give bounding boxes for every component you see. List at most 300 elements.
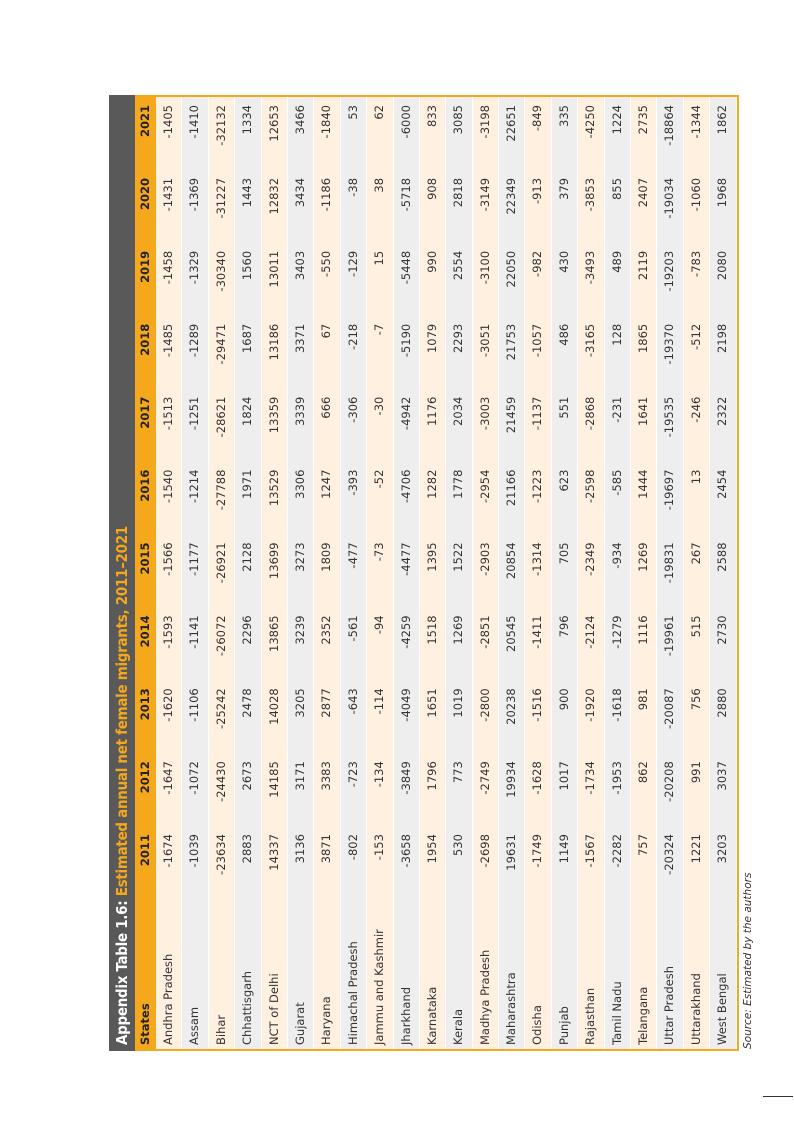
value-cell: 2198 [715, 323, 730, 354]
value-cell: -913 [530, 177, 545, 205]
value-cell: 1149 [556, 834, 571, 864]
state-name-cell: Madhya Pradesh [477, 949, 492, 1045]
value-cell: -1369 [187, 177, 202, 212]
value-cell: -18864 [662, 105, 677, 146]
value-cell: -585 [609, 469, 624, 496]
value-cell: -1749 [530, 834, 545, 868]
table-row [209, 97, 235, 1049]
value-cell: -3493 [583, 250, 598, 285]
header-cell: 2018 [138, 323, 152, 356]
state-name-cell: Bihar [213, 1014, 228, 1045]
value-cell: -38 [345, 177, 360, 197]
value-cell: -19831 [662, 542, 677, 584]
value-cell: -19370 [662, 323, 677, 365]
value-cell: -7 [372, 323, 387, 336]
value-cell: 2407 [636, 177, 651, 208]
value-cell: 21753 [504, 323, 519, 361]
value-cell: 833 [424, 105, 439, 127]
value-cell: -3853 [583, 177, 598, 212]
value-cell: 1176 [424, 396, 439, 426]
value-cell: 62 [372, 105, 387, 120]
value-cell: -20324 [662, 834, 677, 875]
value-cell: 2080 [715, 250, 730, 281]
value-cell: 53 [345, 105, 360, 120]
value-cell: 1282 [424, 469, 439, 499]
value-cell: -19535 [662, 396, 677, 438]
value-cell: -802 [345, 834, 360, 861]
value-cell: 3403 [292, 250, 307, 281]
value-cell: 20545 [504, 615, 519, 652]
table-row [552, 97, 578, 1049]
value-cell: -1141 [187, 615, 202, 649]
value-cell: -19203 [662, 250, 677, 292]
value-cell: -52 [372, 469, 387, 489]
value-cell: 1019 [451, 688, 466, 718]
value-cell: 14337 [266, 834, 281, 871]
state-name-cell: Himachal Pradesh [345, 941, 360, 1045]
value-cell: -31227 [213, 177, 228, 219]
value-cell: -1411 [530, 615, 545, 649]
value-cell: 3273 [292, 542, 307, 572]
value-cell: 2454 [715, 469, 730, 499]
value-cell: 3037 [715, 761, 730, 791]
value-cell: -4706 [398, 469, 413, 503]
value-cell: 2352 [319, 615, 334, 645]
value-cell: -1516 [530, 688, 545, 722]
value-cell: -2749 [477, 761, 492, 795]
state-name-cell: Uttar Pradesh [662, 965, 677, 1045]
value-cell: -20087 [662, 688, 677, 730]
value-cell: 13865 [266, 615, 281, 652]
value-cell: 13529 [266, 469, 281, 507]
value-cell: -1251 [187, 396, 202, 431]
value-cell: 1865 [636, 323, 651, 354]
value-cell: -1953 [609, 761, 624, 795]
value-cell: 1221 [688, 834, 703, 864]
value-cell: -1567 [583, 834, 598, 868]
value-cell: -153 [372, 834, 387, 861]
value-cell: -723 [345, 761, 360, 788]
state-name-cell: Uttarakhand [688, 973, 703, 1045]
value-cell: 1247 [319, 469, 334, 499]
rotated-page-content [109, 95, 754, 1051]
value-cell: -28621 [213, 396, 228, 438]
value-cell: 67 [319, 323, 334, 339]
value-cell: -3051 [477, 323, 492, 358]
value-cell: 900 [556, 688, 571, 711]
value-cell: 13 [688, 469, 703, 485]
value-cell: 2034 [451, 396, 466, 426]
value-cell: 1809 [319, 542, 334, 572]
value-cell: 2735 [636, 105, 651, 135]
value-cell: -29471 [213, 323, 228, 365]
value-cell: 1796 [424, 761, 439, 791]
value-cell: -20208 [662, 761, 677, 802]
value-cell: -23634 [213, 834, 228, 875]
header-cell: 2021 [138, 105, 152, 138]
value-cell: 3434 [292, 177, 307, 208]
value-cell: 1224 [609, 105, 624, 135]
value-cell: -5718 [398, 177, 413, 212]
value-cell: -1410 [187, 105, 202, 139]
value-cell: -114 [372, 688, 387, 715]
table-row [473, 97, 499, 1049]
value-cell: -1106 [187, 688, 202, 722]
value-cell: 1269 [636, 542, 651, 572]
value-cell: -4049 [398, 688, 413, 722]
value-cell: 1862 [715, 105, 730, 135]
value-cell: 705 [556, 542, 571, 565]
state-name-cell: Rajasthan [583, 987, 598, 1045]
value-cell: -1485 [161, 323, 175, 358]
value-cell: 3239 [292, 615, 307, 645]
value-cell: -5448 [398, 250, 413, 285]
value-cell: 3339 [292, 396, 307, 426]
header-cell: 2011 [138, 834, 152, 867]
value-cell: 2119 [636, 250, 651, 281]
table-title [109, 95, 135, 1051]
value-cell: -982 [530, 250, 545, 277]
value-cell: -1458 [161, 250, 175, 285]
value-cell: 1017 [556, 761, 571, 791]
table-row [605, 97, 631, 1049]
value-cell: 3171 [292, 761, 307, 791]
value-cell: 1641 [636, 396, 651, 426]
value-cell: -94 [372, 615, 387, 635]
state-name-cell: Chhattisgarh [240, 970, 255, 1045]
value-cell: -1137 [530, 396, 545, 431]
state-name-cell: Jharkhand [398, 986, 413, 1045]
value-cell: 1395 [424, 542, 439, 572]
value-cell: 21166 [504, 469, 519, 507]
value-cell: -477 [345, 542, 360, 569]
value-cell: 267 [688, 542, 703, 565]
value-cell: -2954 [477, 469, 492, 503]
value-cell: -1431 [161, 177, 175, 212]
value-cell: -4942 [398, 396, 413, 431]
value-cell: 2296 [240, 615, 255, 645]
value-cell: -1674 [161, 834, 175, 868]
value-cell: -73 [372, 542, 387, 562]
value-cell: 551 [556, 396, 571, 419]
value-cell: -1329 [187, 250, 202, 285]
value-cell: -393 [345, 469, 360, 496]
value-cell: -1566 [161, 542, 175, 576]
value-cell: -218 [345, 323, 360, 350]
value-cell: -1513 [161, 396, 175, 431]
value-cell: -2124 [583, 615, 598, 649]
value-cell: -6000 [398, 105, 413, 139]
value-cell: -3849 [398, 761, 413, 795]
table-row [631, 97, 657, 1049]
state-name-cell: Odisha [530, 1005, 545, 1045]
value-cell: -4259 [398, 615, 413, 649]
value-cell: 908 [424, 177, 439, 200]
state-name-cell: Telangana [636, 986, 651, 1045]
value-cell: -19034 [662, 177, 677, 219]
value-cell: -24430 [213, 761, 228, 802]
value-cell: 12653 [266, 105, 281, 142]
state-name-cell: Punjab [556, 1006, 571, 1045]
value-cell: -3198 [477, 105, 492, 139]
table-row [156, 97, 182, 1049]
header-cell: 2020 [138, 177, 152, 210]
state-name-cell: Kerala [451, 1008, 466, 1045]
value-cell: 1954 [424, 834, 439, 864]
table-row [525, 97, 551, 1049]
value-cell: 22651 [504, 105, 519, 142]
value-cell: 1687 [240, 323, 255, 354]
value-cell: -4250 [583, 105, 598, 139]
value-cell: -1920 [583, 688, 598, 722]
value-cell: -1057 [530, 323, 545, 358]
value-cell: 2818 [451, 177, 466, 208]
table-row [262, 97, 288, 1049]
value-cell: 623 [556, 469, 571, 492]
state-name-cell: Jammu and Kashmir [372, 929, 387, 1045]
state-name-cell: Maharashtra [504, 972, 519, 1045]
table-row [446, 97, 472, 1049]
value-cell: -2282 [609, 834, 624, 868]
value-cell: -1405 [161, 105, 175, 139]
value-cell: -1734 [583, 761, 598, 795]
state-name-cell: Assam [187, 1006, 202, 1045]
table-row [420, 97, 446, 1049]
value-cell: -1344 [688, 105, 703, 139]
value-cell: -3165 [583, 323, 598, 358]
value-cell: 1518 [424, 615, 439, 645]
value-cell: 855 [609, 177, 624, 200]
value-cell: 796 [556, 615, 571, 638]
value-cell: 991 [688, 761, 703, 784]
value-cell: -1186 [319, 177, 334, 212]
value-cell: 666 [319, 396, 334, 419]
value-cell: -512 [688, 323, 703, 350]
value-cell: -643 [345, 688, 360, 715]
table-title-highlight: Estimated annual net female migrants, 2011–2021 [113, 526, 131, 897]
value-cell: 21459 [504, 396, 519, 434]
value-cell: 515 [688, 615, 703, 638]
value-cell: 1116 [636, 615, 651, 645]
state-name-cell: Gujarat [292, 1002, 307, 1045]
value-cell: -3149 [477, 177, 492, 212]
value-cell: 3466 [292, 105, 307, 135]
header-cell: 2017 [138, 396, 152, 429]
value-cell: 2554 [451, 250, 466, 281]
value-cell: 756 [688, 688, 703, 711]
value-cell: -246 [688, 396, 703, 423]
value-cell: 1443 [240, 177, 255, 208]
value-cell: 1269 [451, 615, 466, 645]
value-cell: 1824 [240, 396, 255, 426]
value-cell: 2322 [715, 396, 730, 426]
value-cell: 13186 [266, 323, 281, 361]
value-cell: 1079 [424, 323, 439, 354]
value-cell: 38 [372, 177, 387, 193]
value-cell: 22349 [504, 177, 519, 215]
state-name-cell: NCT of Delhi [266, 973, 281, 1045]
header-cell: 2015 [138, 542, 152, 575]
value-cell: -134 [372, 761, 387, 788]
value-cell: 530 [451, 834, 466, 857]
value-cell: -1289 [187, 323, 202, 358]
page-number-rule [763, 1096, 793, 1097]
value-cell: -1214 [187, 469, 202, 503]
value-cell: 489 [609, 250, 624, 273]
value-cell: 19631 [504, 834, 519, 871]
value-cell: 335 [556, 105, 571, 127]
state-name-cell: Karnataka [424, 986, 439, 1045]
value-cell: 22050 [504, 250, 519, 288]
value-cell: 2293 [451, 323, 466, 354]
value-cell: 3085 [451, 105, 466, 135]
value-cell: -1840 [319, 105, 334, 139]
value-cell: -2868 [583, 396, 598, 431]
value-cell: -5190 [398, 323, 413, 358]
value-cell: -3003 [477, 396, 492, 431]
value-cell: 3371 [292, 323, 307, 354]
value-cell: -25242 [213, 688, 228, 730]
value-cell: 13011 [266, 250, 281, 288]
value-cell: -561 [345, 615, 360, 642]
value-cell: 862 [636, 761, 651, 784]
value-cell: 1522 [451, 542, 466, 572]
value-cell: 13699 [266, 542, 281, 580]
value-cell: -1060 [688, 177, 703, 212]
value-cell: -1177 [187, 542, 202, 576]
value-cell: -19697 [662, 469, 677, 511]
table-row [657, 97, 683, 1049]
value-cell: 2730 [715, 615, 730, 645]
value-cell: 1334 [240, 105, 255, 135]
state-name-cell: West Bengal [715, 973, 730, 1045]
value-cell: -4477 [398, 542, 413, 576]
value-cell: 1651 [424, 688, 439, 718]
table-body [156, 97, 737, 1049]
value-cell: -934 [609, 542, 624, 569]
value-cell: 1778 [451, 469, 466, 499]
value-cell: 3203 [715, 834, 730, 864]
value-cell: 3383 [319, 761, 334, 791]
table-row [578, 97, 604, 1049]
table-row [314, 97, 340, 1049]
value-cell: -849 [530, 105, 545, 132]
header-cell: 2012 [138, 761, 152, 794]
value-cell: -2349 [583, 542, 598, 576]
value-cell: -306 [345, 396, 360, 423]
value-cell: 20238 [504, 688, 519, 725]
value-cell: -550 [319, 250, 334, 277]
value-cell: 15 [372, 250, 387, 266]
value-cell: 14028 [266, 688, 281, 725]
value-cell: -19961 [662, 615, 677, 657]
value-cell: -1628 [530, 761, 545, 795]
value-cell: -1593 [161, 615, 175, 649]
state-name-cell: Tamil Nadu [609, 981, 624, 1045]
value-cell: 12832 [266, 177, 281, 215]
value-cell: -1620 [161, 688, 175, 722]
table-row [394, 97, 420, 1049]
header-cell: 2016 [138, 469, 152, 502]
value-cell: -1223 [530, 469, 545, 503]
value-cell: 2880 [715, 688, 730, 718]
table-title-prefix: Appendix Table 1.6: [113, 896, 131, 1045]
value-cell: 2673 [240, 761, 255, 791]
table-header-row [135, 97, 156, 1049]
value-cell: 1971 [240, 469, 255, 499]
value-cell: 2478 [240, 688, 255, 718]
value-cell: -32132 [213, 105, 228, 146]
value-cell: -2698 [477, 834, 492, 868]
value-cell: -26072 [213, 615, 228, 657]
state-name-cell: Andhra Pradesh [161, 953, 175, 1045]
value-cell: -783 [688, 250, 703, 277]
table-row [710, 97, 736, 1049]
value-cell: 3871 [319, 834, 334, 864]
value-cell: 2883 [240, 834, 255, 864]
table-row [288, 97, 314, 1049]
value-cell: 19934 [504, 761, 519, 798]
table-row [499, 97, 525, 1049]
value-cell: -1540 [161, 469, 175, 503]
value-cell: 757 [636, 834, 651, 857]
value-cell: 2128 [240, 542, 255, 572]
value-cell: -2851 [477, 615, 492, 649]
value-cell: 1968 [715, 177, 730, 208]
value-cell: 3205 [292, 688, 307, 718]
table-row [341, 97, 367, 1049]
value-cell: 773 [451, 761, 466, 784]
value-cell: 128 [609, 323, 624, 346]
header-cell: 2013 [138, 688, 152, 721]
state-name-cell: Haryana [319, 996, 334, 1045]
header-cell: States [138, 1003, 152, 1045]
table-row [235, 97, 261, 1049]
value-cell: 981 [636, 688, 651, 711]
value-cell: -2903 [477, 542, 492, 576]
value-cell: 486 [556, 323, 571, 346]
value-cell: 2877 [319, 688, 334, 718]
value-cell: 20854 [504, 542, 519, 580]
value-cell: -3658 [398, 834, 413, 868]
value-cell: 3306 [292, 469, 307, 499]
value-cell: -1314 [530, 542, 545, 576]
value-cell: -2800 [477, 688, 492, 722]
value-cell: -26921 [213, 542, 228, 584]
header-cell: 2019 [138, 250, 152, 283]
value-cell: -1647 [161, 761, 175, 795]
value-cell: 2588 [715, 542, 730, 572]
value-cell: 990 [424, 250, 439, 273]
value-cell: 1560 [240, 250, 255, 281]
value-cell: 1444 [636, 469, 651, 499]
value-cell: -2598 [583, 469, 598, 503]
value-cell: -1072 [187, 761, 202, 795]
table-row [367, 97, 393, 1049]
value-cell: 379 [556, 177, 571, 200]
value-cell: 14185 [266, 761, 281, 798]
table-row [684, 97, 710, 1049]
value-cell: -30340 [213, 250, 228, 292]
value-cell: -30 [372, 396, 387, 416]
value-cell: -1279 [609, 615, 624, 649]
value-cell: -27788 [213, 469, 228, 511]
value-cell: -129 [345, 250, 360, 277]
value-cell: -1039 [187, 834, 202, 868]
source-note: Source: Estimated by the authors [741, 872, 754, 1049]
table-row [182, 97, 208, 1049]
value-cell: 430 [556, 250, 571, 273]
